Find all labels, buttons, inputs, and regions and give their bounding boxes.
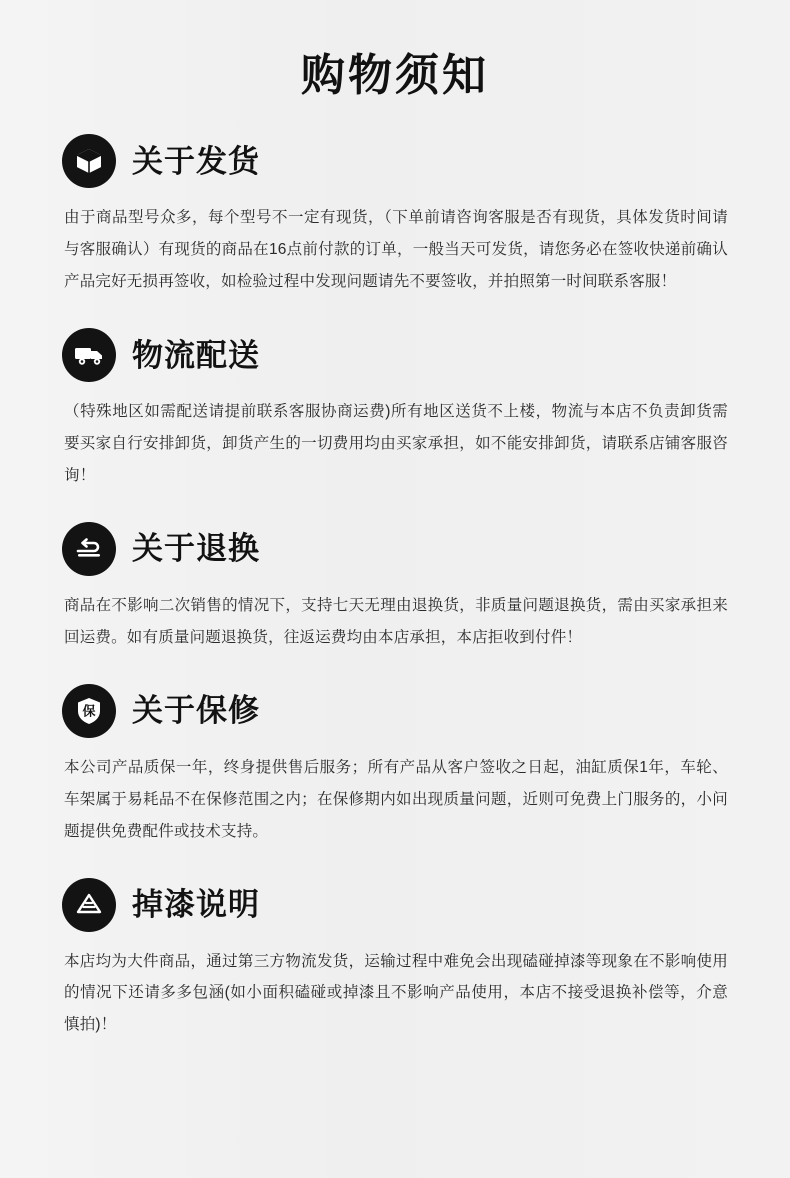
section-shipping [62, 134, 728, 298]
section-body: 由于商品型号众多，每个型号不一定有现货，（下单前请咨询客服是否有现货，具体发货时间请与客服确认）有现货的商品在16点前付款的订单，一般当天可发货，请您务必在签收快递前确认产品完好无损再签收，如检验过程中发现问题请先不要签收，并拍照第一时间联系客服！ [64, 209, 728, 291]
section-body: 本公司产品质保一年，终身提供售后服务；所有产品从客户签收之日起，油缸质保1年，车轮、车架属于易耗品不在保修范围之内；在保修期内如出现质量问题，近则可免费上门服务的，小问题提供免费配件或技术支持。 [64, 758, 728, 840]
section-warranty [62, 684, 728, 848]
section-logistics [62, 328, 728, 492]
section-body: 本店均为大件商品，通过第三方物流发货，运输过程中难免会出现磕碰掉漆等现象在不影响使用的情况下还请多多包涵(如小面积磕碰或掉漆且不影响产品使用，本店不接受退换补偿等，介意慎拍)！ [64, 952, 728, 1034]
section-title: 关于保修 [132, 693, 260, 729]
section-body: 商品在不影响二次销售的情况下，支持七天无理由退换货，非质量问题退换货，需由买家承担来回运费。如有质量问题退换货，往返运费均由本店承担，本店拒收到付件！ [64, 596, 728, 646]
package-box-icon [62, 134, 116, 188]
page-title: 购物须知 [301, 51, 489, 100]
section-body: （特殊地区如需配送请提前联系客服协商运费)所有地区送货不上楼，物流与本店不负责卸货需要买家自行安排卸货，卸货产生的一切费用均由买家承担，如不能安排卸货，请联系店铺客服咨询！ [64, 403, 728, 484]
warranty-seal-icon [62, 684, 116, 738]
paint-peel-icon [62, 878, 116, 932]
section-title: 物流配送 [132, 337, 260, 373]
section-return [62, 522, 728, 654]
delivery-truck-icon [62, 328, 116, 382]
section-header [62, 134, 728, 188]
section-title: 关于退换 [132, 531, 260, 567]
section-paint [62, 878, 728, 1042]
section-title: 关于发货 [132, 143, 260, 179]
svg-text:保: 保 [82, 703, 96, 719]
return-exchange-icon [62, 522, 116, 576]
section-header [62, 522, 728, 576]
section-header [62, 878, 728, 932]
section-header [62, 328, 728, 382]
section-title: 掉漆说明 [132, 887, 260, 923]
section-header [62, 684, 728, 738]
